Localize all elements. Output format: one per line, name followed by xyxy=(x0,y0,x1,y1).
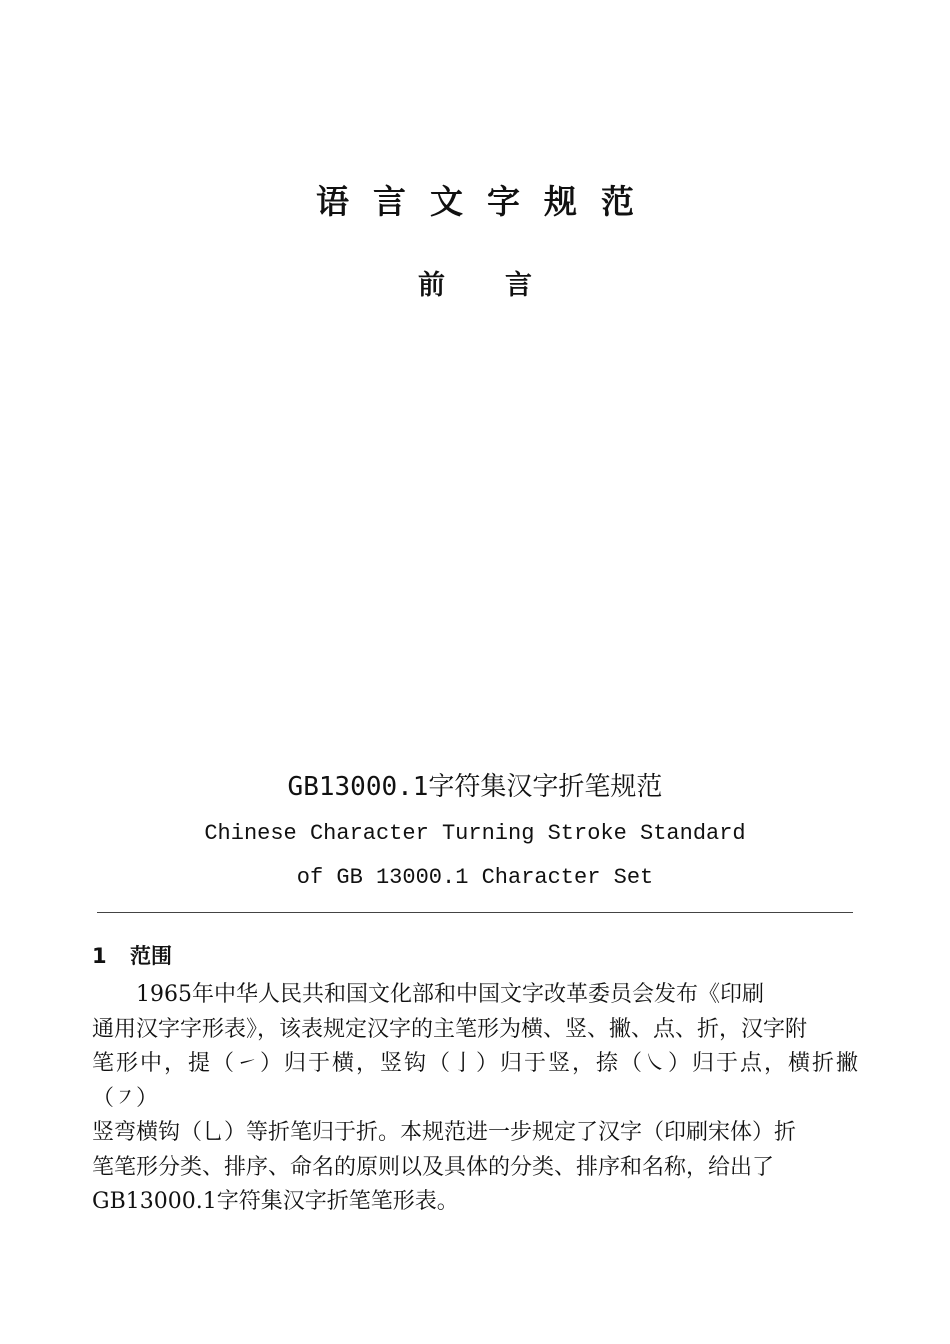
section-title: 范围 xyxy=(130,944,172,968)
standard-title-cn: GB13000.1字符集汉字折笔规范 xyxy=(287,772,663,802)
section-body-paragraph: 1965年中华人民共和国文化部和中国文字改革委员会发布《印刷 通用汉字字形表》，该表规定汉字的主笔形为横、竖、撇、点、折，汉字附 笔形中，提（㇀）归于横，竖钩（亅）归于竖，捺（㇏）归于点，横折撇（㇇） 竖弯横钩（乚）等折笔归于折。本规范进一步规定了汉字（印刷宋体）折 笔笔形分类、排序、命名的原则以及具体的分类、排序和名称，给出了 GB13000.1字符集汉字折笔笔形表。 xyxy=(92,982,858,1214)
standard-title-en-line1: Chinese Character Turning Stroke Standard xyxy=(204,821,746,846)
foreword-heading: 前言 xyxy=(418,270,592,301)
title-divider xyxy=(97,912,853,913)
series-title: 语言文字规范 xyxy=(316,182,658,221)
section-heading xyxy=(92,940,172,972)
standard-title-en-line2: of GB 13000.1 Character Set xyxy=(296,865,654,890)
section-number: 1 xyxy=(92,944,107,968)
